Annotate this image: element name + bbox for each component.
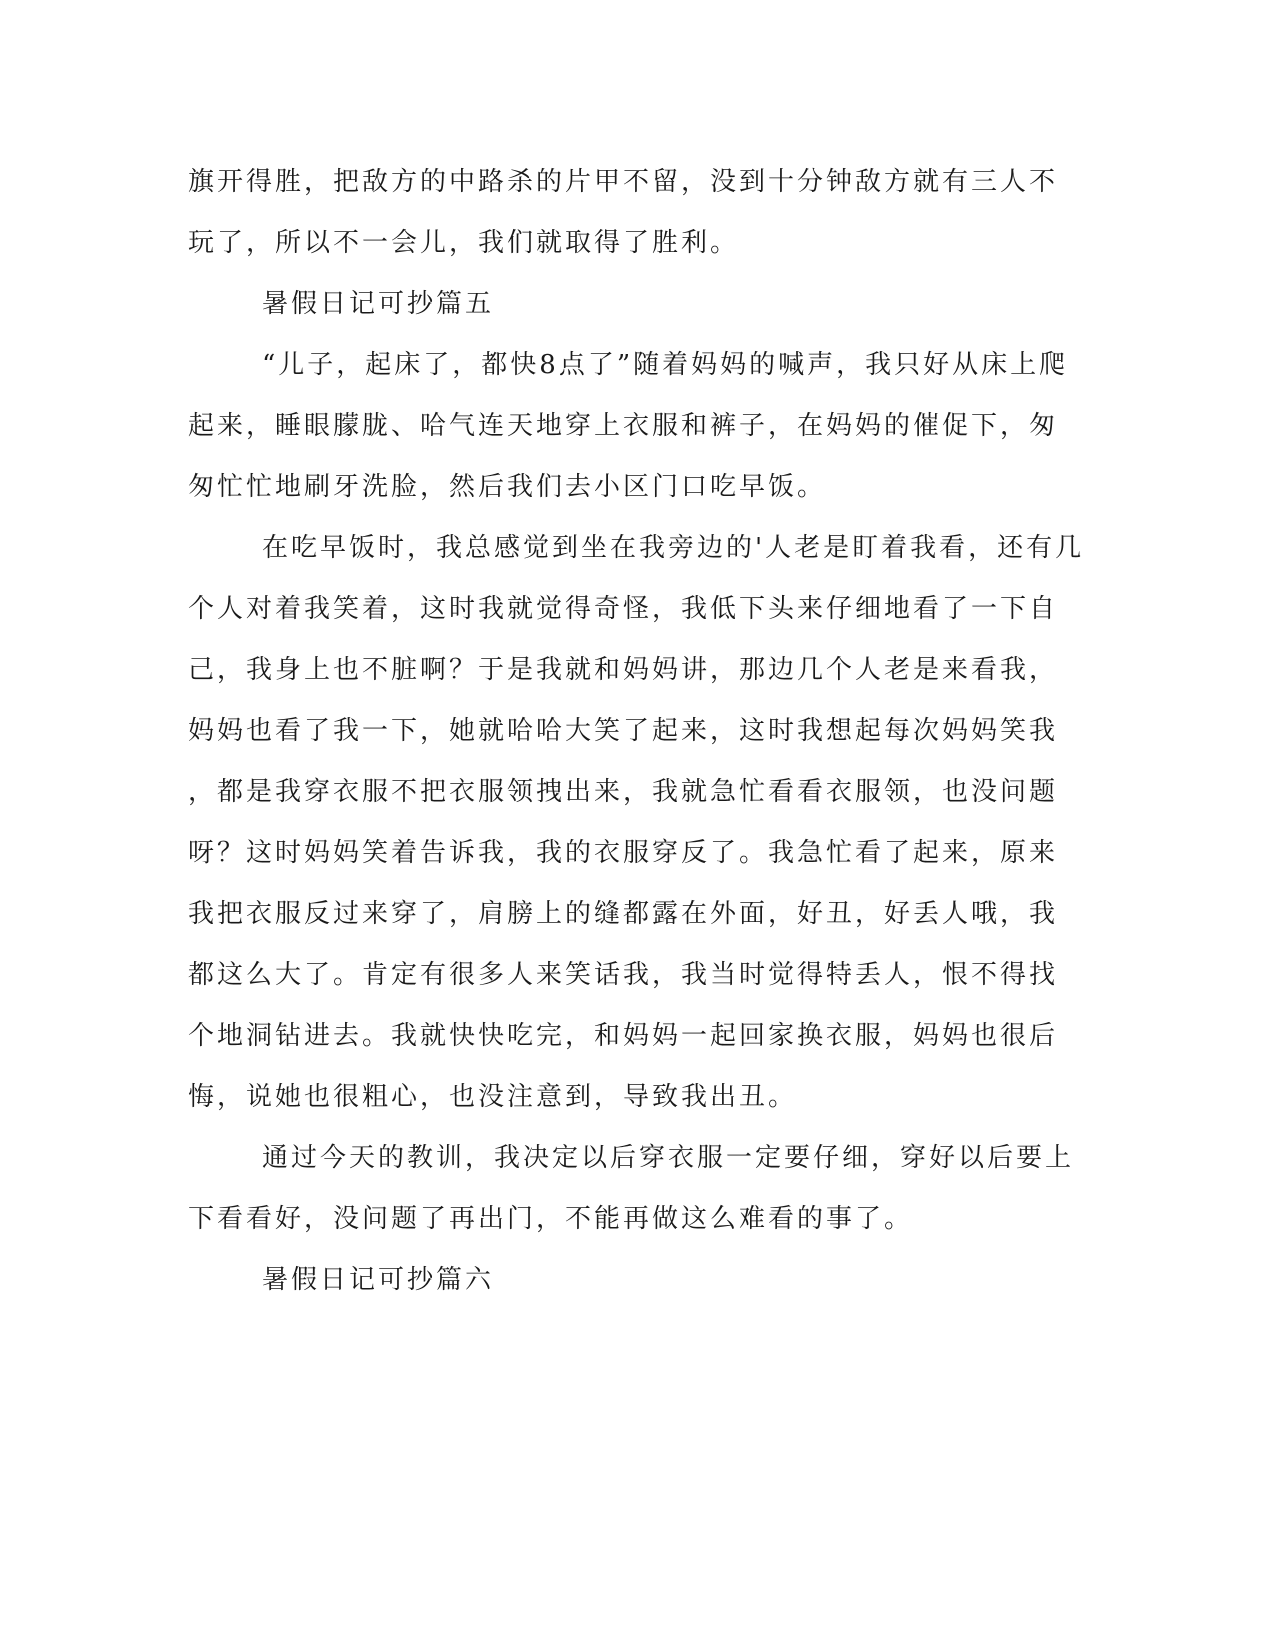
document-body	[188, 152, 1088, 1311]
body-line: 旗开得胜，把敌方的中路杀的片甲不留，没到十分钟敌方就有三人不	[188, 167, 1059, 197]
section-heading: 暑假日记可抄篇五	[262, 289, 495, 319]
paragraph-first-line: 在吃早饭时，我总感觉到坐在我旁边的'人老是盯着我看，还有几	[262, 533, 1085, 563]
body-line: ，都是我穿衣服不把衣服领拽出来，我就急忙看看衣服领，也没问题	[188, 777, 1059, 807]
body-line: 我把衣服反过来穿了，肩膀上的缝都露在外面，好丑，好丢人哦，我	[188, 899, 1059, 929]
body-line: 玩了，所以不一会儿，我们就取得了胜利。	[188, 228, 740, 258]
body-line: 下看看好，没问题了再出门，不能再做这么难看的事了。	[188, 1204, 914, 1234]
paragraph-first-line: “儿子，起床了，都快8点了”随着妈妈的喊声，我只好从床上爬	[262, 350, 1069, 380]
body-line: 匆忙忙地刷牙洗脸，然后我们去小区门口吃早饭。	[188, 472, 827, 502]
body-line: 己，我身上也不脏啊？于是我就和妈妈讲，那边几个人老是来看我，	[188, 655, 1059, 685]
body-line: 悔，说她也很粗心，也没注意到，导致我出丑。	[188, 1082, 798, 1112]
body-line: 呀？这时妈妈笑着告诉我，我的衣服穿反了。我急忙看了起来，原来	[188, 838, 1059, 868]
body-line: 起来，睡眼朦胧、哈气连天地穿上衣服和裤子，在妈妈的催促下，匆	[188, 411, 1059, 441]
section-heading: 暑假日记可抄篇六	[262, 1265, 495, 1295]
body-line: 个人对着我笑着，这时我就觉得奇怪，我低下头来仔细地看了一下自	[188, 594, 1059, 624]
body-line: 个地洞钻进去。我就快快吃完，和妈妈一起回家换衣服，妈妈也很后	[188, 1021, 1059, 1051]
body-line: 都这么大了。肯定有很多人来笑话我，我当时觉得特丢人，恨不得找	[188, 960, 1059, 990]
paragraph-first-line: 通过今天的教训，我决定以后穿衣服一定要仔细，穿好以后要上	[262, 1143, 1075, 1173]
body-line: 妈妈也看了我一下，她就哈哈大笑了起来，这时我想起每次妈妈笑我	[188, 716, 1059, 746]
